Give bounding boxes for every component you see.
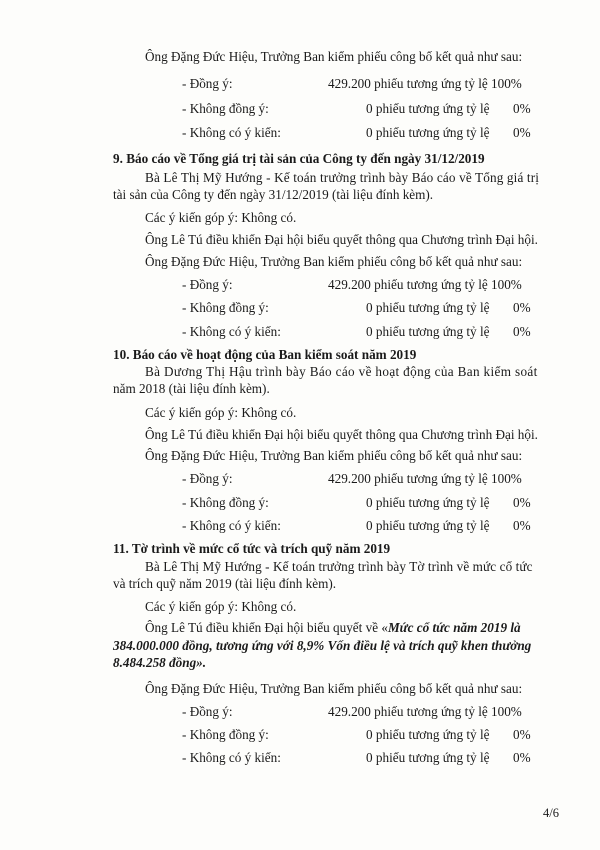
section-heading: 11. Tờ trình về mức cổ tức và trích quỹ năm 2019 xyxy=(113,541,391,556)
vote-value: 0 phiếu tương ứng tỷ lệ xyxy=(366,324,490,339)
vote-label: - Không đồng ý: xyxy=(182,495,269,510)
vote-row-disagree xyxy=(0,101,600,117)
vote-row-disagree xyxy=(0,727,600,743)
vote-percent: 0% xyxy=(513,324,531,339)
vote-value: 0 phiếu tương ứng tỷ lệ xyxy=(366,101,490,116)
counter-announcement: Ông Đặng Đức Hiệu, Trưởng Ban kiểm phiếu công bố kết quả như sau: xyxy=(145,254,523,269)
vote-label: - Đồng ý: xyxy=(182,277,233,292)
chair-text: Ông Lê Tú điều khiển Đại hội biểu quyết về « xyxy=(145,620,388,635)
vote-value: 0 phiếu tương ứng tỷ lệ xyxy=(366,300,490,315)
vote-value: 429.200 phiếu tương ứng tỷ lệ 100% xyxy=(328,76,522,91)
vote-value: 0 phiếu tương ứng tỷ lệ xyxy=(366,727,490,742)
vote-row-disagree xyxy=(0,495,600,511)
vote-row-agree xyxy=(0,277,600,293)
vote-row-agree xyxy=(0,76,600,92)
vote-label: - Không có ý kiến: xyxy=(182,125,281,140)
vote-label: - Không đồng ý: xyxy=(182,727,269,742)
comments-line: Các ý kiến góp ý: Không có. xyxy=(145,210,297,225)
counter-announcement: Ông Đặng Đức Hiệu, Trưởng Ban kiểm phiếu công bố kết quả như sau: xyxy=(145,681,523,696)
resolution-text: 8.484.258 đồng». xyxy=(113,655,207,670)
section-heading: 10. Báo cáo về hoạt động của Ban kiểm soát năm 2019 xyxy=(113,347,417,362)
vote-value: 0 phiếu tương ứng tỷ lệ xyxy=(366,495,490,510)
vote-row-no-opinion xyxy=(0,750,600,766)
counter-announcement: Ông Đặng Đức Hiệu, Trưởng Ban kiểm phiếu công bố kết quả như sau: xyxy=(145,448,523,463)
vote-label: - Đồng ý: xyxy=(182,76,233,91)
chair-line: Ông Lê Tú điều khiển Đại hội biểu quyết thông qua Chương trình Đại hội. xyxy=(145,427,538,442)
vote-label: - Không có ý kiến: xyxy=(182,518,281,533)
comments-line: Các ý kiến góp ý: Không có. xyxy=(145,599,297,614)
vote-percent: 0% xyxy=(513,495,531,510)
comments-line: Các ý kiến góp ý: Không có. xyxy=(145,405,297,420)
vote-percent: 0% xyxy=(513,125,531,140)
page-number: 4/6 xyxy=(543,806,559,820)
vote-value: 0 phiếu tương ứng tỷ lệ xyxy=(366,125,490,140)
vote-value: 0 phiếu tương ứng tỷ lệ xyxy=(366,518,490,533)
counter-announcement: Ông Đặng Đức Hiệu, Trưởng Ban kiểm phiếu công bố kết quả như sau: xyxy=(145,49,523,64)
vote-row-no-opinion xyxy=(0,125,600,141)
paragraph-line: Bà Lê Thị Mỹ Hướng - Kế toán trưởng trình bày Tờ trình về mức cổ tức xyxy=(145,559,533,574)
vote-value: 429.200 phiếu tương ứng tỷ lệ 100% xyxy=(328,704,522,719)
vote-label: - Không có ý kiến: xyxy=(182,324,281,339)
vote-percent: 0% xyxy=(513,750,531,765)
vote-percent: 0% xyxy=(513,101,531,116)
vote-percent: 0% xyxy=(513,727,531,742)
paragraph-line: năm 2018 (tài liệu đính kèm). xyxy=(113,381,270,396)
paragraph-line: tài sản của Công ty đến ngày 31/12/2019 (tài liệu đính kèm). xyxy=(113,187,434,202)
section-heading: 9. Báo cáo về Tổng giá trị tài sản của Công ty đến ngày 31/12/2019 xyxy=(113,151,485,166)
vote-value: 0 phiếu tương ứng tỷ lệ xyxy=(366,750,490,765)
vote-percent: 0% xyxy=(513,518,531,533)
chair-line: Ông Lê Tú điều khiển Đại hội biểu quyết thông qua Chương trình Đại hội. xyxy=(145,232,538,247)
vote-row-agree xyxy=(0,704,600,720)
paragraph-line: Bà Lê Thị Mỹ Hướng - Kế toán trưởng trình bày Báo cáo về Tổng giá trị xyxy=(145,170,540,185)
resolution-text: 384.000.000 đồng, tương ứng với 8,9% Vốn điều lệ và trích quỹ khen thưởng xyxy=(113,638,532,653)
resolution-text: Mức cổ tức năm 2019 là xyxy=(387,620,521,635)
vote-label: - Không đồng ý: xyxy=(182,300,269,315)
paragraph-line: Bà Dương Thị Hậu trình bày Báo cáo về hoạt động của Ban kiểm soát xyxy=(145,364,538,379)
vote-value: 429.200 phiếu tương ứng tỷ lệ 100% xyxy=(328,471,522,486)
vote-label: - Không có ý kiến: xyxy=(182,750,281,765)
vote-label: - Không đồng ý: xyxy=(182,101,269,116)
vote-row-no-opinion xyxy=(0,324,600,340)
vote-label: - Đồng ý: xyxy=(182,704,233,719)
vote-percent: 0% xyxy=(513,300,531,315)
vote-value: 429.200 phiếu tương ứng tỷ lệ 100% xyxy=(328,277,522,292)
vote-label: - Đồng ý: xyxy=(182,471,233,486)
vote-row-agree xyxy=(0,471,600,487)
vote-row-no-opinion xyxy=(0,518,600,534)
vote-row-disagree xyxy=(0,300,600,316)
paragraph-line: và trích quỹ năm 2019 (tài liệu đính kèm). xyxy=(113,576,337,591)
chair-line xyxy=(145,620,521,636)
